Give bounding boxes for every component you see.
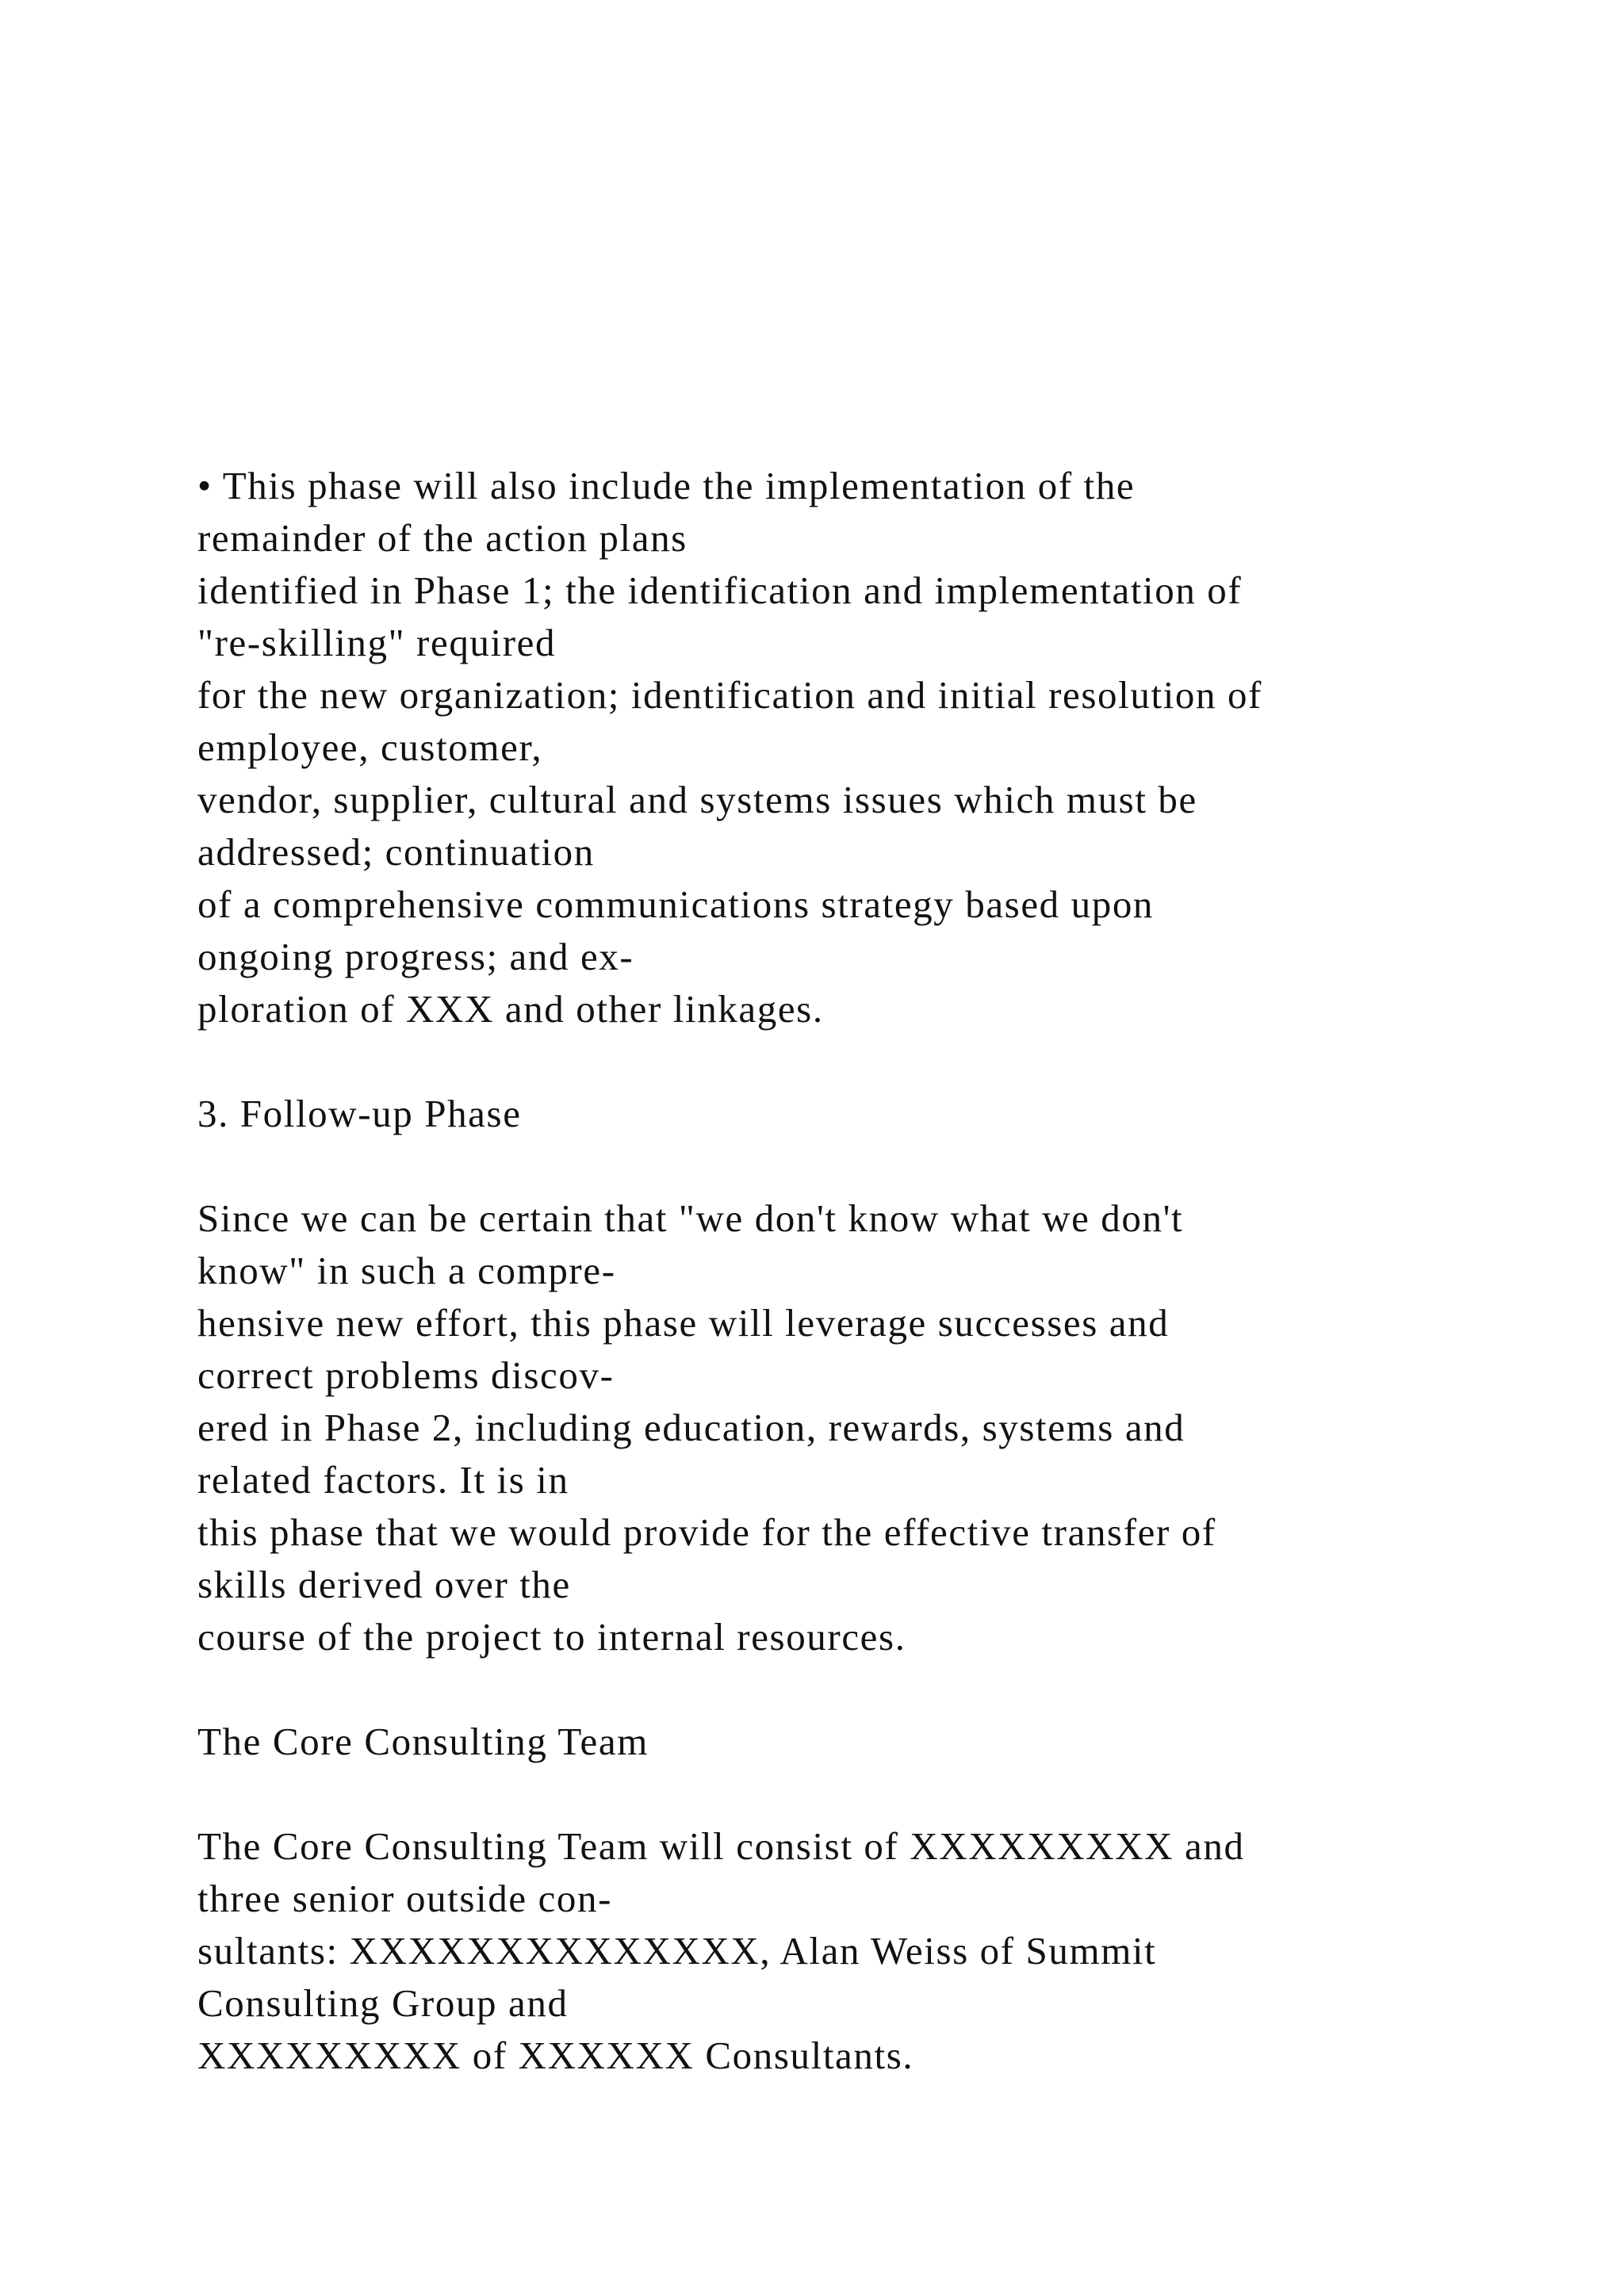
paragraph-phase2-line-7: vendor, supplier, cultural and systems issues which must be [197, 778, 1197, 821]
paragraph-core-team-line-1: The Core Consulting Team will consist of XXXXXXXXX and [197, 1824, 1245, 1868]
section-heading-follow-up-phase: 3. Follow-up Phase [197, 1092, 522, 1135]
paragraph-phase2-line-6: employee, customer, [197, 725, 543, 769]
paragraph-follow-up-line-3: hensive new effort, this phase will leverage successes and [197, 1301, 1170, 1345]
paragraph-core-team-line-2: three senior outside con- [197, 1877, 613, 1920]
paragraph-follow-up-line-4: correct problems discov- [197, 1353, 615, 1397]
paragraph-follow-up-line-2: know" in such a compre- [197, 1249, 616, 1292]
paragraph-core-team-line-5: XXXXXXXXX of XXXXXX Consultants. [197, 2034, 914, 2077]
paragraph-phase2-line-1: • This phase will also include the implementation of the [197, 464, 1136, 507]
paragraph-core-team-line-4: Consulting Group and [197, 1981, 569, 2025]
paragraph-follow-up-line-7: this phase that we would provide for the effective transfer of [197, 1510, 1216, 1554]
paragraph-follow-up-line-8: skills derived over the [197, 1563, 571, 1606]
paragraph-phase2-line-9: of a comprehensive communications strategy based upon [197, 882, 1155, 926]
paragraph-follow-up-line-9: course of the project to internal resources. [197, 1615, 906, 1659]
paragraph-core-team-line-3: sultants: XXXXXXXXXXXXXX, Alan Weiss of Summit [197, 1929, 1157, 1973]
paragraph-phase2-line-4: "re-skilling" required [197, 621, 557, 664]
paragraph-follow-up-line-1: Since we can be certain that "we don't know what we don't [197, 1196, 1184, 1240]
paragraph-phase2-line-5: for the new organization; identification and initial resolution of [197, 673, 1262, 717]
section-heading-core-consulting-team: The Core Consulting Team [197, 1720, 649, 1763]
paragraph-phase2-line-11: ploration of XXX and other linkages. [197, 987, 824, 1031]
paragraph-phase2-line-10: ongoing progress; and ex- [197, 935, 634, 978]
paragraph-phase2-line-8: addressed; continuation [197, 830, 595, 874]
paragraph-follow-up-line-5: ered in Phase 2, including education, rewards, systems and [197, 1406, 1185, 1449]
paragraph-phase2-line-2: remainder of the action plans [197, 516, 688, 560]
paragraph-follow-up-line-6: related factors. It is in [197, 1458, 569, 1502]
paragraph-phase2-line-3: identified in Phase 1; the identification and implementation of [197, 568, 1243, 612]
